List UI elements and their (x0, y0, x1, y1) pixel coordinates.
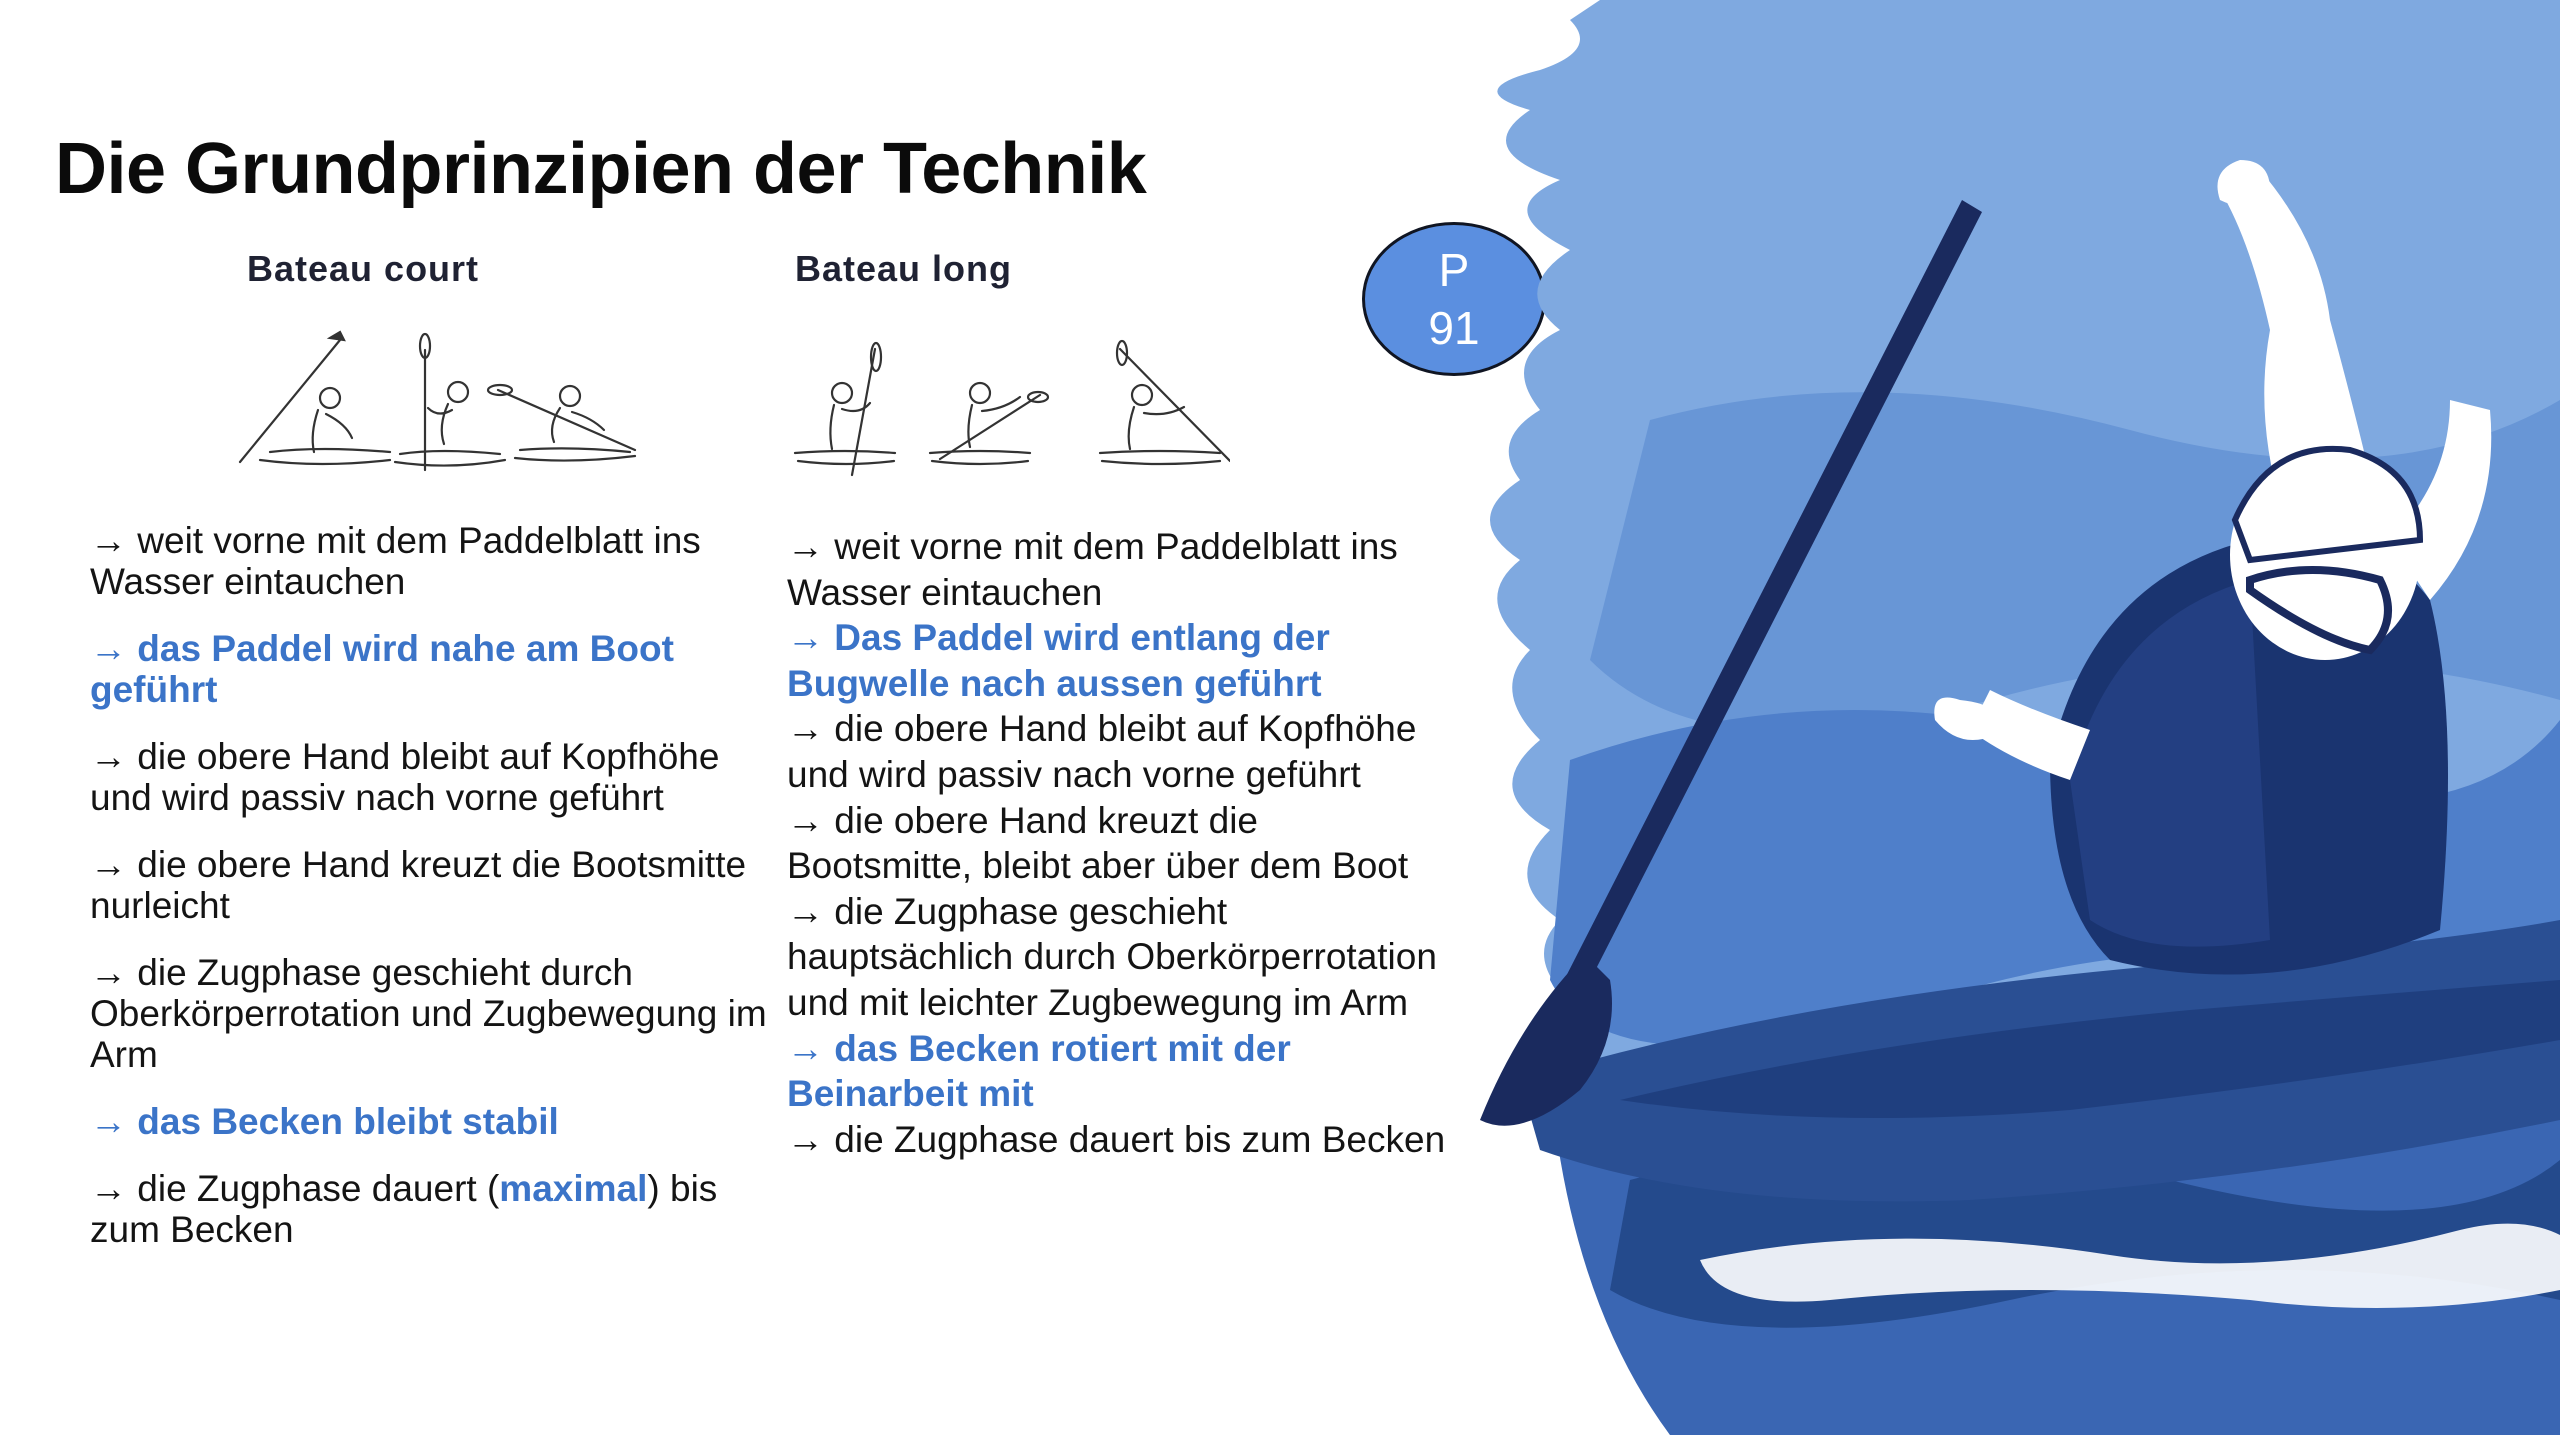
list-item: → das Paddel wird nahe am Boot geführt (90, 628, 674, 710)
long-boat-list (787, 524, 1447, 1162)
column-heading-short-boat: Bateau court (247, 248, 480, 289)
badge-number: 91 (1428, 302, 1480, 354)
list-item: → Das Paddel wird entlang der Bugwelle nach aussen geführt (787, 617, 1330, 704)
badge-letter: P (1438, 244, 1470, 296)
short-boat-list (90, 520, 770, 1276)
list-item: → die Zugphase geschieht durch Oberkörperrotation und Zugbewegung im Arm (90, 952, 767, 1075)
list-item: → die obere Hand bleibt auf Kopfhöhe und wird passiv nach vorne geführt (90, 736, 720, 818)
page-title: Die Grundprinzipien der Technik (55, 129, 1147, 209)
list-item: → weit vorne mit dem Paddelblatt ins Wasser eintauchen (90, 520, 701, 602)
list-item (90, 1168, 770, 1250)
list-item: → die obere Hand kreuzt die Bootsmitte nurleicht (90, 844, 747, 926)
list-item-text: ) bis zum Becken (90, 1168, 718, 1250)
kayak-figure-icon (790, 335, 1230, 485)
column-heading-long-boat: Bateau long (795, 248, 1013, 289)
list-item: → weit vorne mit dem Paddelblatt ins Wasser eintauchen (787, 526, 1398, 613)
list-item-text: → die Zugphase dauert ( (90, 1168, 500, 1209)
paddler-illustration (1370, 0, 2560, 1435)
list-item: → die obere Hand bleibt auf Kopfhöhe und wird passiv nach vorne geführt (787, 708, 1417, 795)
list-item: → die Zugphase geschieht hauptsächlich durch Oberkörperrotation und mit leichter Zugbewegung im Arm (787, 890, 1437, 1023)
list-item: → die obere Hand kreuzt die Bootsmitte, bleibt aber über dem Boot (787, 799, 1409, 887)
emphasis-text: maximal (499, 1168, 648, 1209)
list-item: → das Becken bleibt stabil (90, 1101, 559, 1142)
list-item: → die Zugphase dauert bis zum Becken (787, 1118, 1446, 1160)
list-item: → das Becken rotiert mit der Beinarbeit mit (787, 1027, 1291, 1115)
kayak-figure-icon (230, 330, 650, 480)
